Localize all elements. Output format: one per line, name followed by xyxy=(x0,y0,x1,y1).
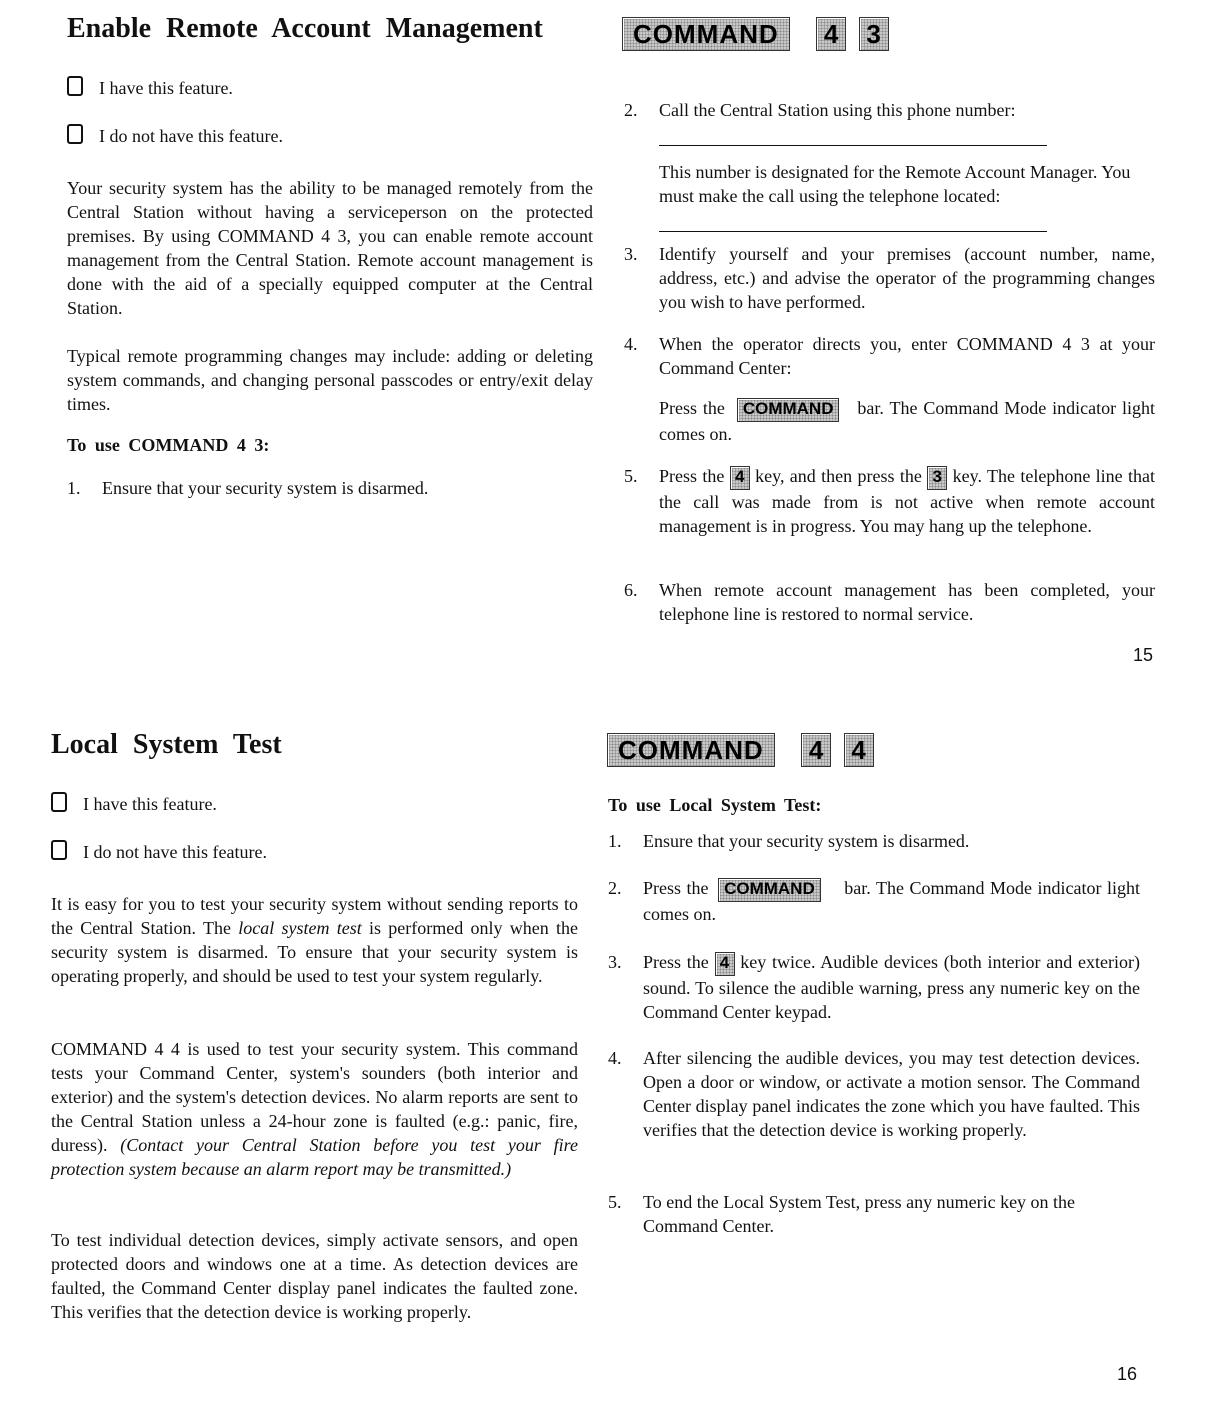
changes-paragraph: Typical remote programming changes may include: adding or deleting system commands, and changing personal passcodes or entry/exit delay times. xyxy=(67,346,593,414)
intro-paragraph: Your security system has the ability to be managed remotely from the Central Station without having a serviceperson on the protected premises. By using COMMAND 4 3, you can enable remote account management from the Central Station. Remote account management is done with the aid of a specially equipped computer at the Central Station. xyxy=(67,178,593,318)
step-3: 3. Identify yourself and your premises (account number, name, address, etc.) and advise the operator of the programming changes you wish to have performed. xyxy=(624,244,1155,312)
command-key: COMMAND xyxy=(718,878,821,902)
detection-paragraph: To test individual detection devices, simply activate sensors, and open protected doors and windows one at a time. As detection devices are faulted, the Command Center display panel indicates the faulted zone. This verifies that the detection device is working properly. xyxy=(51,1230,578,1322)
page-number: 16 xyxy=(1117,1364,1138,1384)
step-3: 3. Press the 4 key twice. Audible devices (both interior and exterior) sound. To silence the audible warning, press any numeric key on the Command Center keypad. xyxy=(608,952,1141,1022)
subheading: To use COMMAND 4 3: xyxy=(67,435,270,455)
step-4: 4. After silencing the audible devices, you may test detection devices. Open a door or window, or activate a motion sensor. The Command Center display panel indicates the zone which you have faulted. This verifies that the detection device is working properly. xyxy=(608,1048,1140,1140)
key-4: 4 xyxy=(715,952,735,976)
command-key-sequence xyxy=(607,733,874,767)
checkbox[interactable] xyxy=(67,76,83,96)
key-4: 4 xyxy=(730,466,750,490)
page-number: 15 xyxy=(1133,645,1154,665)
key-3: 3 xyxy=(859,17,889,51)
checkbox[interactable] xyxy=(67,124,83,144)
option-label: I have this feature. xyxy=(99,78,233,98)
step-4-instruction: Press the COMMAND bar. The Command Mode indicator light comes on. xyxy=(659,398,1156,444)
subheading: To use Local System Test: xyxy=(608,795,822,815)
have-feature-option[interactable] xyxy=(51,792,217,816)
command-key: COMMAND xyxy=(622,17,790,51)
step-2: 2. Call the Central Station using this phone number: xyxy=(624,100,1016,120)
checkbox[interactable] xyxy=(51,792,67,812)
page-title: Local System Test xyxy=(51,729,282,760)
command-key: COMMAND xyxy=(607,733,775,767)
key-4: 4 xyxy=(844,733,874,767)
step-1: 1. Ensure that your security system is disarmed. xyxy=(608,831,970,851)
step-2: 2. Press the COMMAND bar. The Command Mode indicator light comes on. xyxy=(608,878,1141,924)
step-5: 5. To end the Local System Test, press any numeric key on the Command Center. xyxy=(608,1192,1076,1236)
command-key-sequence xyxy=(622,17,889,51)
step-1: 1. Ensure that your security system is disarmed. xyxy=(67,478,429,498)
step-6: 6. When remote account management has been completed, your telephone line is restored to normal service. xyxy=(624,580,1155,624)
step-5: 5. Press the 4 key, and then press the 3 key. The telephone line that the call was made from is not active when remote account management is in progress. You may hang up the telephone. xyxy=(624,466,1156,536)
command-paragraph: COMMAND 4 4 is used to test your security system. This command tests your Command Center, system's sounders (both interior and exterior) and the system's detection devices. No alarm reports are sent to the Central Station unless a 24-hour zone is faulted (e.g.: panic, fire, duress). (Contact your Central Station before you test your fire protection system because an alarm report may be transmitted.) xyxy=(51,1039,578,1179)
option-label: I do not have this feature. xyxy=(99,126,283,146)
page-title: Enable Remote Account Management xyxy=(67,13,543,44)
number-note: This number is designated for the Remote Account Manager. You must make the call using the telephone located: xyxy=(659,162,1131,206)
key-4: 4 xyxy=(816,17,846,51)
have-feature-option[interactable] xyxy=(67,76,233,100)
command-key: COMMAND xyxy=(737,398,840,422)
option-label: I do not have this feature. xyxy=(83,842,267,862)
not-have-feature-option[interactable] xyxy=(51,840,267,864)
key-4: 4 xyxy=(801,733,831,767)
intro-paragraph: It is easy for you to test your security system without sending reports to the Central Station. The local system test is performed only when the security system is disarmed. To ensure that your security system is operating properly, and should be used to test your system regularly. xyxy=(51,894,578,986)
checkbox[interactable] xyxy=(51,840,67,860)
phone-number-blank[interactable] xyxy=(659,145,1047,146)
option-label: I have this feature. xyxy=(83,794,217,814)
telephone-location-blank[interactable] xyxy=(659,231,1047,232)
step-4: 4. When the operator directs you, enter COMMAND 4 3 at your Command Center: xyxy=(624,334,1155,378)
key-3: 3 xyxy=(927,466,947,490)
not-have-feature-option[interactable] xyxy=(67,124,283,148)
